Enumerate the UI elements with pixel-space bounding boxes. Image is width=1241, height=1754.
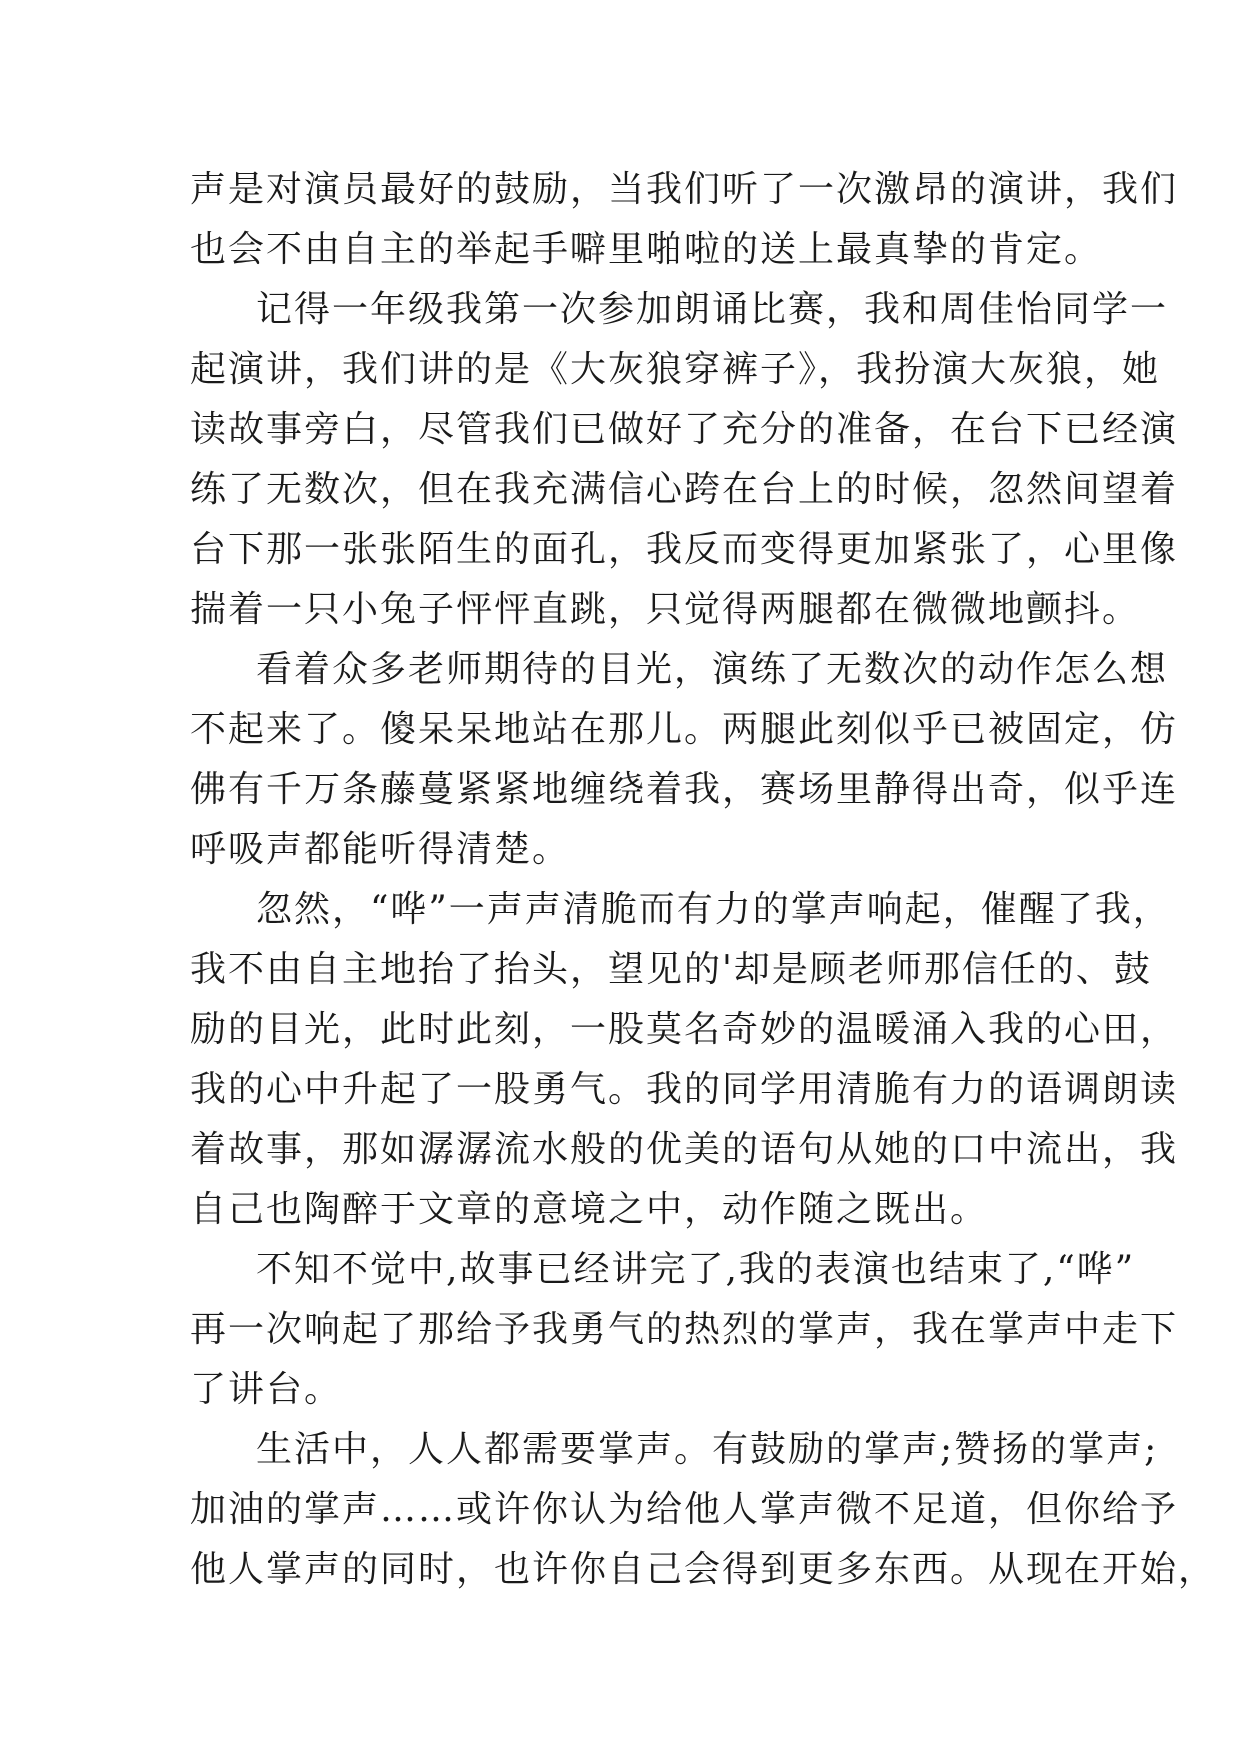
text-line: 生活中，人人都需要掌声。有鼓励的掌声;赞扬的掌声; — [256, 1429, 1159, 1470]
text-line: 着故事，那如潺潺流水般的优美的语句从她的口中流出，我 — [190, 1129, 1179, 1170]
text-line: 加油的掌声……或许你认为给他人掌声微不足道，但你给予 — [190, 1489, 1179, 1530]
text-line: 台下那一张张陌生的面孔，我反而变得更加紧张了，心里像 — [190, 529, 1179, 570]
text-line: 忽然，“哗”一声声清脆而有力的掌声响起，催醒了我， — [256, 889, 1171, 930]
text-line: 不起来了。傻呆呆地站在那儿。两腿此刻似乎已被固定，仿 — [190, 709, 1179, 750]
text-line: 再一次响起了那给予我勇气的热烈的掌声，我在掌声中走下 — [190, 1309, 1179, 1350]
text-line: 佛有千万条藤蔓紧紧地缠绕着我，赛场里静得出奇，似乎连 — [190, 769, 1179, 810]
text-line: 读故事旁白，尽管我们已做好了充分的准备，在台下已经演 — [190, 409, 1179, 450]
text-line: 我不由自主地抬了抬头，望见的'却是顾老师那信任的、鼓 — [190, 949, 1152, 990]
text-line: 看着众多老师期待的目光，演练了无数次的动作怎么想 — [256, 649, 1169, 690]
text-line: 声是对演员最好的鼓励，当我们听了一次激昂的演讲，我们 — [190, 169, 1179, 210]
text-line: 练了无数次，但在我充满信心跨在台上的时候，忽然间望着 — [190, 469, 1179, 510]
text-line: 起演讲，我们讲的是《大灰狼穿裤子》，我扮演大灰狼，她 — [190, 349, 1161, 390]
text-line: 我的心中升起了一股勇气。我的同学用清脆有力的语调朗读 — [190, 1069, 1179, 1110]
text-line: 自己也陶醉于文章的意境之中，动作随之既出。 — [190, 1189, 989, 1230]
text-line: 呼吸声都能听得清楚。 — [190, 829, 571, 870]
text-line: 了讲台。 — [190, 1369, 343, 1410]
body-text — [190, 160, 1217, 1600]
text-line: 不知不觉中,故事已经讲完了,我的表演也结束了,“哗” — [256, 1249, 1136, 1290]
text-line: 励的目光，此时此刻，一股莫名奇妙的温暖涌入我的心田， — [190, 1009, 1179, 1050]
text-line: 他人掌声的同时，也许你自己会得到更多东西。从现在开始， — [190, 1549, 1217, 1590]
text-line: 记得一年级我第一次参加朗诵比赛，我和周佳怡同学一 — [256, 289, 1169, 330]
text-line: 也会不由自主的举起手噼里啪啦的送上最真挚的肯定。 — [190, 229, 1103, 270]
text-line: 揣着一只小兔子怦怦直跳，只觉得两腿都在微微地颤抖。 — [190, 589, 1141, 630]
